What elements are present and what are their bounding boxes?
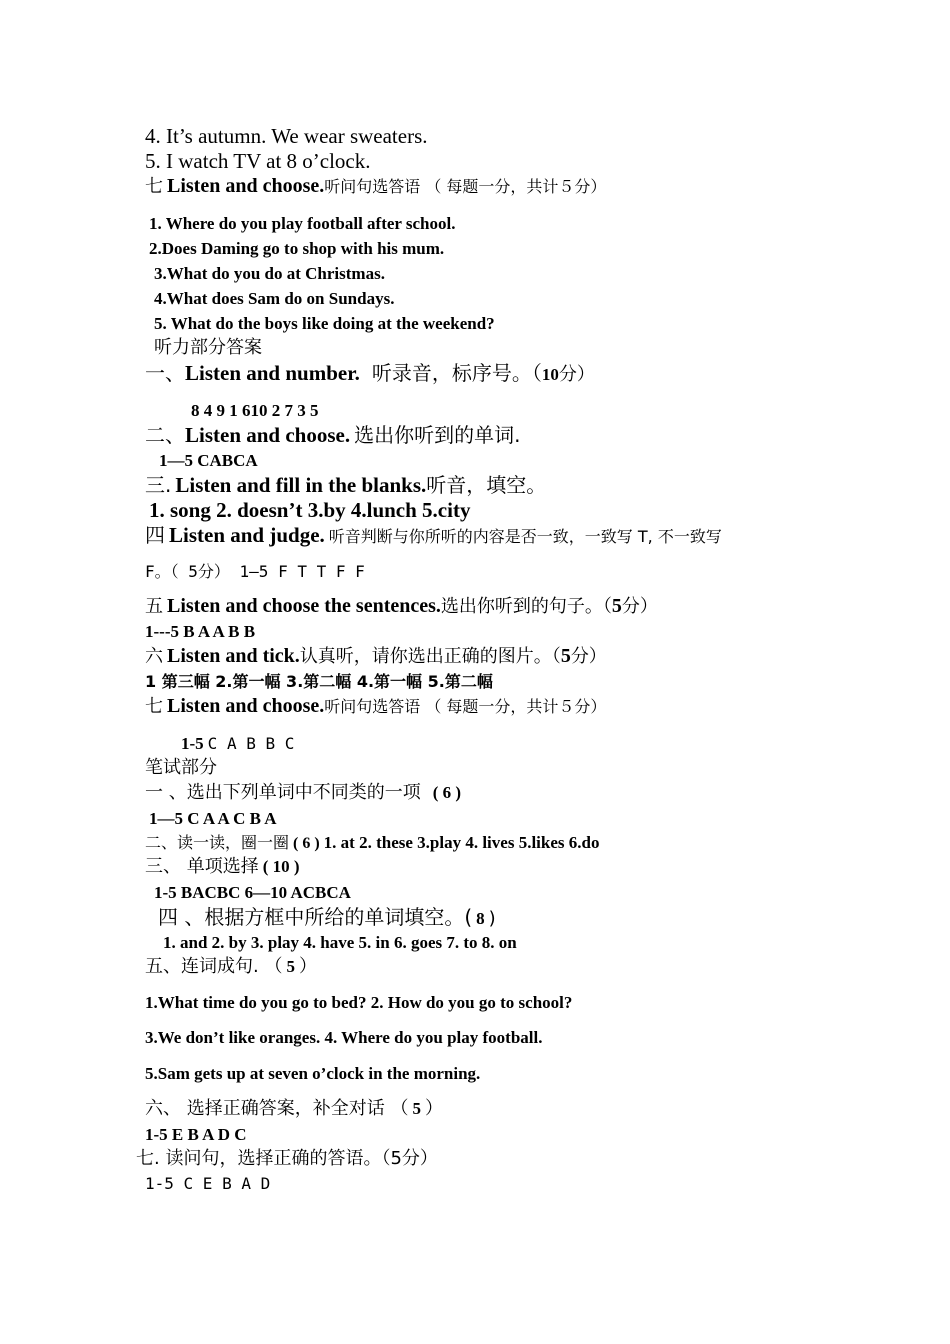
section-title-cn: 听问句选答语 （ 每题一分，共计５分） bbox=[324, 177, 607, 196]
answer-section-1-key: 8 4 9 1 610 2 7 3 5 bbox=[191, 401, 319, 420]
written-section-5-heading: 五、连词成句. （ 5 ） bbox=[145, 956, 317, 977]
answer-section-4-key: F。（ 5分） 1—5 F T T F F bbox=[145, 562, 365, 581]
written-section-7-heading: 七. 读问句，选择正确的答语。（5分） bbox=[136, 1148, 438, 1169]
section-7-heading bbox=[145, 176, 606, 196]
written-section-5-answer-1: 1.What time do you go to bed? 2. How do you go to school? bbox=[145, 993, 573, 1012]
answer-section-7-key: 1-5 C A B B C bbox=[181, 734, 295, 753]
written-section-1-heading: 一 、选出下列单词中不同类的一项 ( 6 ) bbox=[145, 782, 462, 803]
answer-section-2-key: 1—5 CABCA bbox=[159, 451, 258, 470]
section-number: 七 bbox=[145, 176, 163, 197]
question-1: 1. Where do you play football after school. bbox=[149, 214, 456, 233]
question-3: 3.What do you do at Christmas. bbox=[154, 264, 385, 283]
section-title-en: Listen and choose. bbox=[167, 175, 325, 197]
question-2: 2.Does Daming go to shop with his mum. bbox=[149, 239, 445, 258]
written-part-title: 笔试部分 bbox=[145, 757, 217, 778]
answer-section-5-heading: 五 Listen and choose the sentences.选出你听到的句子。（5分） bbox=[145, 595, 658, 617]
written-section-6-key: 1-5 E B A D C bbox=[145, 1125, 247, 1144]
written-section-6-heading: 六、 选择正确答案，补全对话 （ 5 ） bbox=[145, 1098, 443, 1119]
written-section-3-heading: 三、 单项选择 ( 10 ) bbox=[145, 856, 300, 877]
answer-section-6-heading: 六 Listen and tick.认真听，请你选出正确的图片。（5分） bbox=[145, 645, 607, 667]
written-section-7-key: 1-5 C E B A D bbox=[145, 1174, 271, 1193]
answer-section-7-heading: 七 Listen and choose.听问句选答语 （ 每题一分，共计５分） bbox=[145, 695, 607, 717]
written-section-4-key: 1. and 2. by 3. play 4. have 5. in 6. goes 7. to 8. on bbox=[163, 933, 517, 952]
answer-section-3-heading: 三. Listen and fill in the blanks.听音，填空。 bbox=[145, 473, 547, 497]
written-section-3-key: 1-5 BACBC 6—10 ACBCA bbox=[154, 883, 351, 902]
written-section-2-line: 二、读一读，圈一圈 ( 6 ) 1. at 2. these 3.play 4. lives 5.likes 6.do bbox=[145, 833, 600, 852]
listening-line-4: 4. It’s autumn. We wear sweaters. bbox=[145, 124, 428, 148]
question-5: 5. What do the boys like doing at the weekend? bbox=[154, 314, 495, 333]
answer-section-2-heading: 二、Listen and choose. 选出你听到的单词. bbox=[145, 423, 521, 447]
written-section-1-key: 1—5 C A A C B A bbox=[149, 809, 277, 828]
answer-section-1-heading: 一、Listen and number. 听录音，标序号。（10分） bbox=[145, 361, 595, 385]
answer-section-3-key: 1. song 2. doesn’t 3.by 4.lunch 5.city bbox=[149, 498, 471, 522]
written-section-4-heading: 四 、根据方框中所给的单词填空。( 8 ) bbox=[158, 905, 496, 929]
answer-section-4-heading: 四 Listen and judge. 听音判断与你所听的内容是否一致，一致写 T, 不一致写 bbox=[145, 523, 722, 547]
written-section-5-answer-3: 5.Sam gets up at seven o’clock in the morning. bbox=[145, 1064, 481, 1083]
listening-answers-title: 听力部分答案 bbox=[154, 337, 262, 358]
answer-section-5-key: 1---5 B A A B B bbox=[145, 622, 256, 641]
question-4: 4.What does Sam do on Sundays. bbox=[154, 289, 395, 308]
answer-section-6-key: 1 第三幅 2.第一幅 3.第二幅 4.第一幅 5.第二幅 bbox=[145, 672, 493, 691]
listening-line-5: 5. I watch TV at 8 o’clock. bbox=[145, 149, 371, 173]
written-section-5-answer-2: 3.We don’t like oranges. 4. Where do you play football. bbox=[145, 1028, 543, 1047]
